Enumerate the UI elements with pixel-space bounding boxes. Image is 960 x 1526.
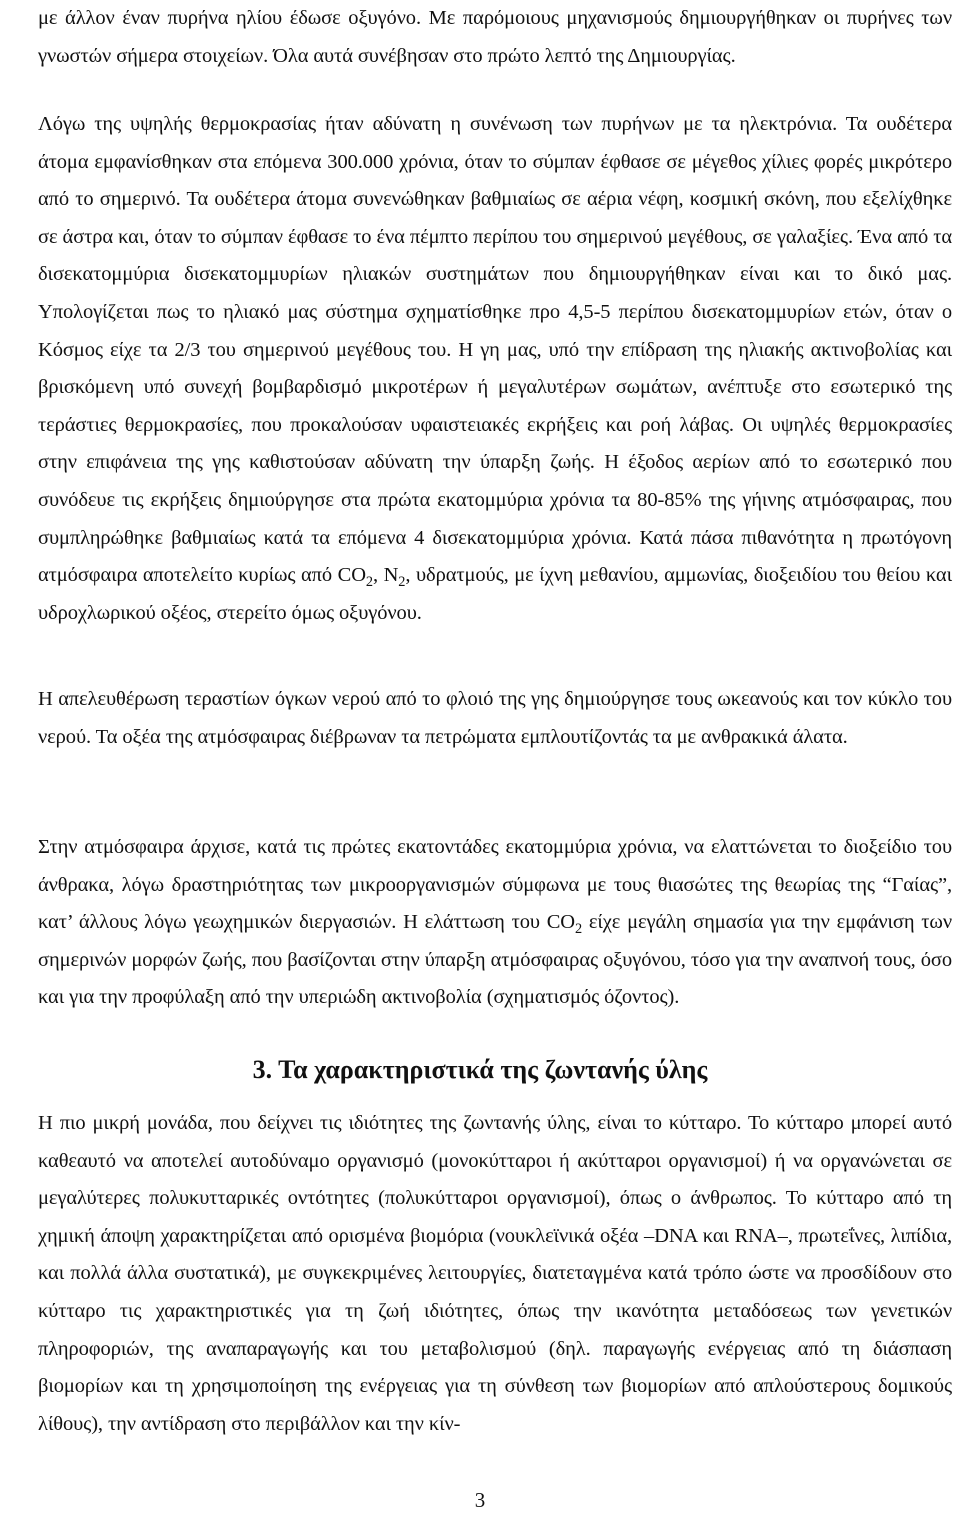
paragraph-2-text-a: Λόγω της υψηλής θερμοκρασίας ήταν αδύνατη η συνένωση των πυρήνων με τα ηλεκτρόνια. Τα ουδέτερα άτομα εμφανίσθηκαν στα επόμενα 300.000 χρόνια, όταν το σύμπαν έφθασε σε μέγεθος χίλιες φορές μικρότερο από το σημερινό. Τα ουδέτερα άτομα συνενώθηκαν βαθμιαίως σε αέρια νέφη, κοσμική σκόνη, που εξελίχθηκε σε άστρα και, όταν το σύμπαν έφθασε το ένα πέμπτο περίπου του σημερινού μεγέθους, σε γαλαξίες. Ένα από τα δισεκατομμύρια δισεκατομμυρίων ηλιακών συστημάτων που δημιουργήθηκαν είναι και το δικό μας. Υπολογίζεται πως το ηλιακό μας σύστημα σχηματίσθηκε προ 4,5-5 περίπου δισεκατομμυρίων ετών, όταν ο Κόσμος είχε τα 2/3 του σημερινού μεγέθους του. Η γη μας, υπό την επίδραση της ηλιακής ακτινοβολίας και βρισκόμενη υπό συνεχή βομβαρδισμό μικροτέρων ή μεγαλυτέρων σωμάτων, ανέπτυξε στο εσωτερικό της τεράστιες θερμοκρασίες, που προκαλούσαν υφαιστειακές εκρήξεις και ροή λάβας. Οι υψηλές θερμοκρασίες στην επιφάνεια της γης καθιστούσαν αδύνατη την ύπαρξη ζωής. Η έξοδος αερίων από το εσωτερικό που συνόδευε τις εκρήξεις δημιούργησε στα πρώτα εκατομμύρια χρόνια τα 80-85% της γήινης ατμόσφαιρας, που συμπληρώθηκε βαθμιαίως κατά τα επόμενα 4 δισεκατομμύρια χρόνια. Κατά πάσα πιθανότητα η πρωτόγονη ατμόσφαιρα αποτελείτο κυρίως από CO	[38, 113, 952, 587]
paragraph-4-text-b: είχε μεγάλη σημασία για την εμφάνιση των σημερινών μορφών ζωής, που βασίζονται στην ύπαρξη ατμόσφαιρας οξυγόνου, τόσο για την αναπνοή τους, όσο και για την προφύλαξη από την υπεριώδη ακτινοβολία (σχηματισμός όζοντος).	[38, 911, 952, 1009]
paragraph-3: Η απελευθέρωση τεραστίων όγκων νερού από το φλοιό της γης δημιούργησε τους ωκεανούς και τον κύκλο του νερού. Τα οξέα της ατμόσφαιρας διέβρωναν τα πετρώματα εμπλουτίζοντάς τα με ανθρακικά άλατα.	[38, 688, 952, 748]
subscript-2: 2	[575, 921, 583, 938]
paragraph-5: Η πιο μικρή μονάδα, που δείχνει τις ιδιότητες της ζωντανής ύλης, είναι το κύτταρο. Το κύτταρο μπορεί αυτό καθεαυτό να αποτελεί αυτοδύναμο οργανισμό (μονοκύτταροι ή ακύτταροι οργανισμοί) ή να οργανώνεται σε μεγαλύτερες πολυκυτταρικές οντότητες (πολυκύτταροι οργανισμοί), όπως ο άνθρωπος. Το κύτταρο από τη χημική άποψη χαρακτηρίζεται από ορισμένα βιομόρια (νουκλεϊνικά οξέα –DNA και RNA–, πρωτεΐνες, λιπίδια, και πολλά άλλα συστατικά), με συγκεκριμένες λειτουργίες, διατεταγμένα κατά τρόπο ώστε να προσδίδουν στο κύτταρο τις χαρακτηριστικές για τη ζωή ιδιότητες, όπως την ικανότητα μεταδόσεως των γενετικών πληροφοριών, της αναπαραγωγής και του μεταβολισμού (δηλ. παραγωγής ενέργειας από τη διάσπαση βιομορίων και τη χρησιμοποίηση της ενέργειας για τη σύνθεση των βιομορίων από απλούστερους δομικούς λίθους), την αντίδραση στο περιβάλλον και την κίν-	[38, 1112, 952, 1435]
section-heading: 3. Τα χαρακτηριστικά της ζωντανής ύλης	[252, 1055, 708, 1084]
page-number: 3	[474, 1488, 486, 1512]
subscript-2: 2	[398, 574, 406, 591]
paragraph-1: με άλλον έναν πυρήνα ηλίου έδωσε οξυγόνο. Με παρόμοιους μηχανισμούς δημιουργήθηκαν οι πυρήνες των γνωστών σήμερα στοιχείων. Όλα αυτά συνέβησαν στο πρώτο λεπτό της Δημιουργίας.	[38, 7, 952, 67]
paragraph-2	[38, 106, 952, 632]
paragraph-2-text-b: , N	[372, 564, 399, 587]
paragraph-4	[38, 829, 952, 1017]
paragraph-2-text-c: , υδρατμούς, με ίχνη μεθανίου, αμμωνίας, διοξειδίου του θείου και υδροχλωρικού οξέος, στερείτο όμως οξυγόνου.	[38, 564, 952, 624]
paragraph-4-text-a: Στην ατμόσφαιρα άρχισε, κατά τις πρώτες εκατοντάδες εκατομμύρια χρόνια, να ελαττώνεται το διοξείδιο του άνθρακα, λόγω δραστηριότητας των μικροοργανισμών σύμφωνα με τους θιασώτες της θεωρίας της “Γαίας”, κατ’ άλλους λόγω γεωχημικών διεργασιών. Η ελάττωση του CO	[38, 836, 952, 934]
subscript-2: 2	[365, 574, 373, 591]
